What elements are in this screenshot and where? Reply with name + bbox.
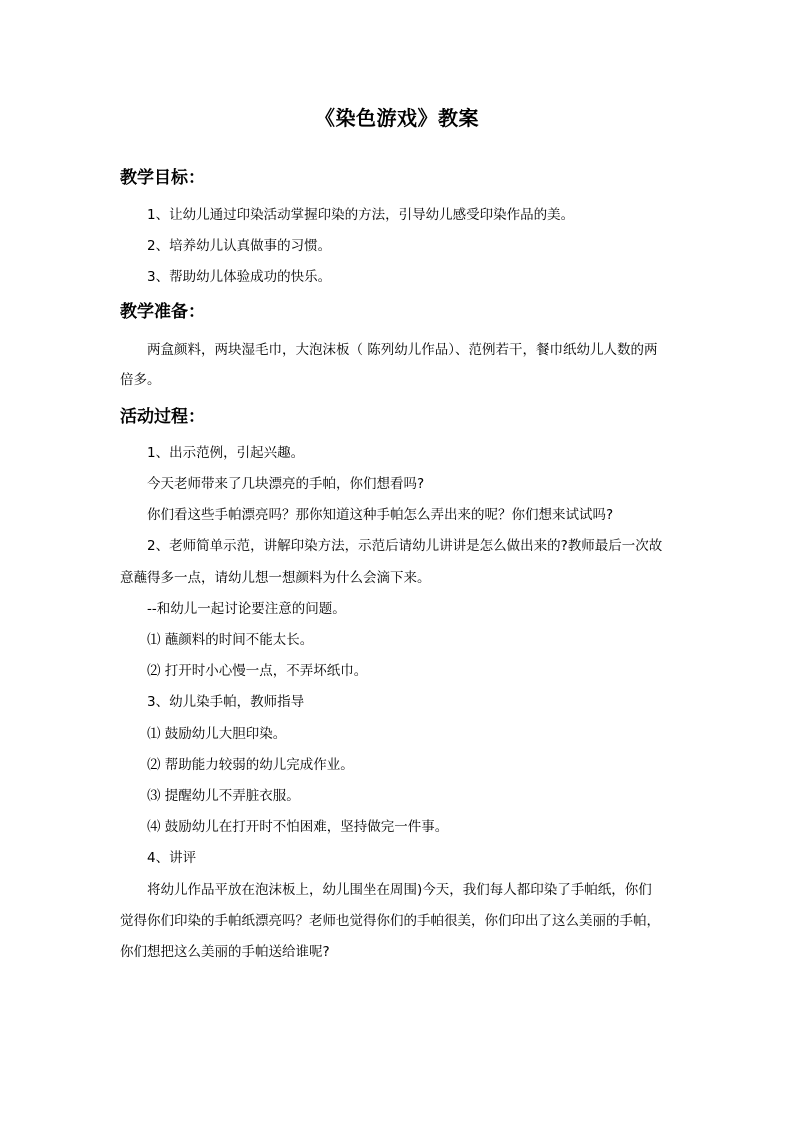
process-line-5: 意蘸得多一点，请幼儿想一想颜料为什么会滴下来。 bbox=[120, 570, 431, 586]
process-line-14: 4、讲评 bbox=[147, 850, 197, 866]
process-line-1: 1、出示范例，引起兴趣。 bbox=[147, 445, 305, 461]
process-line-7: ⑴ 蘸颜料的时间不能太长。 bbox=[147, 632, 314, 648]
process-line-8: ⑵ 打开时小心慢一点，不弄坏纸巾。 bbox=[147, 663, 368, 679]
process-line-12: ⑶ 提醒幼儿不弄脏衣服。 bbox=[147, 788, 300, 804]
preparation-line-2: 倍多。 bbox=[120, 372, 161, 388]
section-heading-process: 活动过程： bbox=[120, 407, 205, 427]
process-line-3: 你们看这些手帕漂亮吗？那你知道这种手帕怎么弄出来的呢？你们想来试试吗? bbox=[147, 507, 614, 523]
process-line-10: ⑴ 鼓励幼儿大胆印染。 bbox=[147, 726, 287, 742]
process-line-16: 觉得你们印染的手帕纸漂亮吗？老师也觉得你们的手帕很美，你们印出了这么美丽的手帕， bbox=[120, 913, 660, 929]
process-line-17: 你们想把这么美丽的手帕送给谁呢? bbox=[120, 944, 330, 960]
preparation-line-1: 两盒颜料，两块湿毛巾，大泡沫板（ 陈列幼儿作品）、范例若干，餐巾纸幼儿人数的两 bbox=[147, 342, 658, 358]
section-heading-goals: 教学目标： bbox=[120, 168, 205, 188]
process-line-4: 2、老师简单示范，讲解印染方法，示范后请幼儿讲讲是怎么做出来的?教师最后一次故 bbox=[147, 538, 663, 554]
goal-item-1: 1、让幼儿通过印染活动掌握印染的方法，引导幼儿感受印染作品的美。 bbox=[147, 207, 575, 223]
goal-item-2: 2、培养幼儿认真做事的习惯。 bbox=[147, 238, 332, 254]
process-line-13: ⑷ 鼓励幼儿在打开时不怕困难，坚持做完一件事。 bbox=[147, 819, 449, 835]
goal-item-3: 3、帮助幼儿体验成功的快乐。 bbox=[147, 269, 332, 285]
process-line-11: ⑵ 帮助能力较弱的幼儿完成作业。 bbox=[147, 757, 354, 773]
process-line-9: 3、幼儿染手帕，教师指导 bbox=[147, 694, 305, 710]
section-heading-preparation: 教学准备： bbox=[120, 302, 205, 322]
process-line-15: 将幼儿作品平放在泡沫板上，幼儿围坐在周围)今天，我们每人都印染了手帕纸，你们 bbox=[147, 882, 652, 898]
process-line-2: 今天老师带来了几块漂亮的手帕，你们想看吗? bbox=[147, 476, 425, 492]
process-line-6: --和幼儿一起讨论要注意的问题。 bbox=[147, 601, 346, 617]
document-title: 《染色游戏》教案 bbox=[315, 106, 479, 130]
